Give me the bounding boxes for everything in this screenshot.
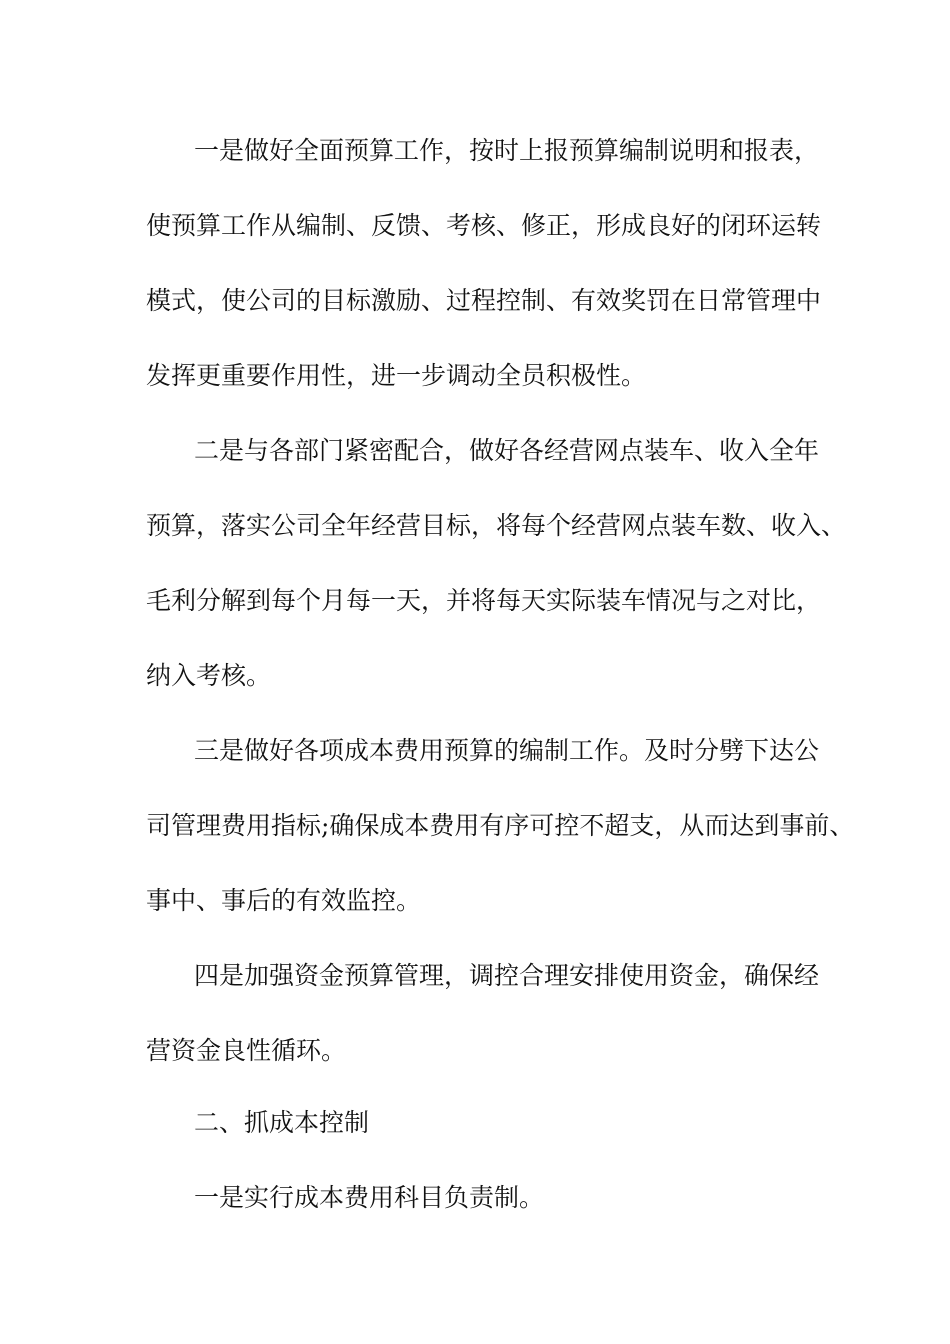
section-heading: 二、抓成本控制 bbox=[194, 1108, 370, 1137]
paragraph-4-line-1: 四是加强资金预算管理，调控合理安排使用资金，确保经 bbox=[194, 961, 820, 990]
paragraph-3-line-3: 事中、事后的有效监控。 bbox=[146, 886, 422, 915]
paragraph-1-line-1: 一是做好全面预算工作，按时上报预算编制说明和报表， bbox=[194, 136, 820, 165]
paragraph-5-line-1: 一是实行成本费用科目负责制。 bbox=[194, 1183, 545, 1212]
paragraph-2-line-2: 预算，落实公司全年经营目标，将每个经营网点装车数、收入、 bbox=[146, 511, 847, 540]
paragraph-1-line-3: 模式，使公司的目标激励、过程控制、有效奖罚在日常管理中 bbox=[146, 286, 822, 315]
paragraph-4-line-2: 营资金良性循环。 bbox=[146, 1036, 347, 1065]
paragraph-1-line-4: 发挥更重要作用性，进一步调动全员积极性。 bbox=[146, 361, 647, 390]
paragraph-2-line-1: 二是与各部门紧密配合，做好各经营网点装车、收入全年 bbox=[194, 436, 820, 465]
paragraph-3-line-1: 三是做好各项成本费用预算的编制工作。及时分劈下达公 bbox=[194, 736, 820, 765]
paragraph-2-line-4: 纳入考核。 bbox=[146, 661, 272, 690]
paragraph-1-line-2: 使预算工作从编制、反馈、考核、修正，形成良好的闭环运转 bbox=[146, 211, 822, 240]
paragraph-2-line-3: 毛利分解到每个月每一天，并将每天实际装车情况与之对比， bbox=[146, 586, 822, 615]
paragraph-3-line-2: 司管理费用指标;确保成本费用有序可控不超支，从而达到事前、 bbox=[146, 811, 855, 840]
